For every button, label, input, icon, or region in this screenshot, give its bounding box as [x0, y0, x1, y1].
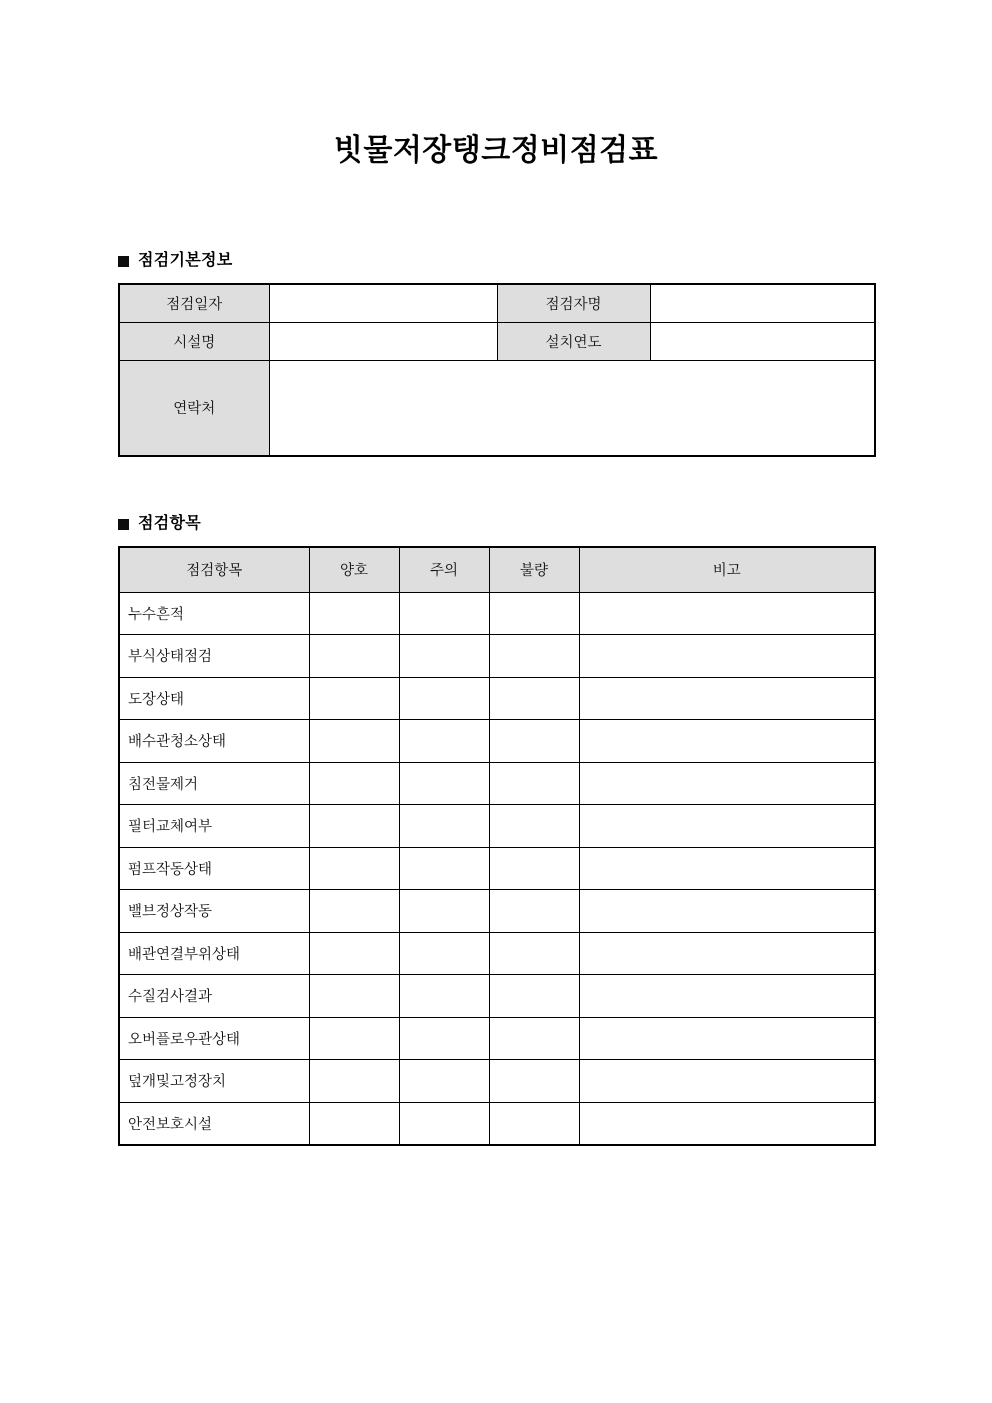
cell-bad[interactable]	[489, 1060, 579, 1103]
item-label: 오버플로우관상태	[119, 1017, 309, 1060]
column-header-caution: 주의	[399, 547, 489, 592]
cell-good[interactable]	[309, 847, 399, 890]
cell-good[interactable]	[309, 1017, 399, 1060]
cell-note[interactable]	[579, 720, 875, 763]
cell-good[interactable]	[309, 1102, 399, 1145]
table-row	[119, 1017, 875, 1060]
cell-bad[interactable]	[489, 677, 579, 720]
table-row	[119, 1060, 875, 1103]
inspection-items-table-body	[119, 592, 875, 1145]
item-label: 도장상태	[119, 677, 309, 720]
item-label: 안전보호시설	[119, 1102, 309, 1145]
basic-info-table-wrapper	[0, 283, 992, 457]
cell-caution[interactable]	[399, 720, 489, 763]
cell-bad[interactable]	[489, 975, 579, 1018]
cell-note[interactable]	[579, 805, 875, 848]
field-contact[interactable]	[269, 360, 875, 456]
item-label: 덮개및고정장치	[119, 1060, 309, 1103]
inspection-items-table	[118, 546, 876, 1146]
filled-square-bullet-icon	[118, 256, 129, 267]
cell-caution[interactable]	[399, 677, 489, 720]
cell-caution[interactable]	[399, 847, 489, 890]
cell-note[interactable]	[579, 592, 875, 635]
label-inspection-date: 점검일자	[119, 284, 269, 322]
cell-good[interactable]	[309, 1060, 399, 1103]
cell-caution[interactable]	[399, 1060, 489, 1103]
table-row	[119, 847, 875, 890]
cell-bad[interactable]	[489, 847, 579, 890]
cell-bad[interactable]	[489, 1102, 579, 1145]
item-label: 배수관청소상태	[119, 720, 309, 763]
cell-note[interactable]	[579, 1060, 875, 1103]
cell-good[interactable]	[309, 677, 399, 720]
basic-info-table-body	[119, 284, 875, 456]
table-row	[119, 1102, 875, 1145]
item-label: 수질검사결과	[119, 975, 309, 1018]
cell-bad[interactable]	[489, 592, 579, 635]
cell-good[interactable]	[309, 932, 399, 975]
table-row	[119, 720, 875, 763]
table-row	[119, 284, 875, 322]
cell-caution[interactable]	[399, 1102, 489, 1145]
section-heading-label: 점검기본정보	[138, 252, 233, 269]
cell-caution[interactable]	[399, 762, 489, 805]
cell-note[interactable]	[579, 975, 875, 1018]
field-inspection-date[interactable]	[269, 284, 497, 322]
item-label: 누수흔적	[119, 592, 309, 635]
cell-bad[interactable]	[489, 890, 579, 933]
table-row	[119, 975, 875, 1018]
cell-caution[interactable]	[399, 932, 489, 975]
cell-note[interactable]	[579, 932, 875, 975]
page-title: 빗물저장탱크정비점검표	[333, 134, 659, 167]
cell-bad[interactable]	[489, 1017, 579, 1060]
cell-bad[interactable]	[489, 720, 579, 763]
cell-note[interactable]	[579, 847, 875, 890]
item-label: 필터교체여부	[119, 805, 309, 848]
filled-square-bullet-icon	[118, 519, 129, 530]
cell-good[interactable]	[309, 762, 399, 805]
field-inspector-name[interactable]	[650, 284, 875, 322]
cell-good[interactable]	[309, 635, 399, 678]
table-row	[119, 592, 875, 635]
table-row	[119, 322, 875, 360]
column-header-bad: 불량	[489, 547, 579, 592]
cell-caution[interactable]	[399, 635, 489, 678]
section-heading-label: 점검항목	[138, 515, 202, 532]
cell-caution[interactable]	[399, 592, 489, 635]
cell-good[interactable]	[309, 592, 399, 635]
cell-bad[interactable]	[489, 635, 579, 678]
inspection-items-table-wrapper	[0, 546, 992, 1146]
section-heading-basic-info	[0, 253, 992, 269]
column-header-note: 비고	[579, 547, 875, 592]
label-inspector-name: 점검자명	[497, 284, 650, 322]
label-install-year: 설치연도	[497, 322, 650, 360]
cell-good[interactable]	[309, 720, 399, 763]
cell-note[interactable]	[579, 677, 875, 720]
cell-note[interactable]	[579, 635, 875, 678]
cell-caution[interactable]	[399, 805, 489, 848]
cell-note[interactable]	[579, 1102, 875, 1145]
item-label: 배관연결부위상태	[119, 932, 309, 975]
item-label: 부식상태점검	[119, 635, 309, 678]
table-row	[119, 932, 875, 975]
item-label: 밸브정상작동	[119, 890, 309, 933]
table-row	[119, 890, 875, 933]
cell-good[interactable]	[309, 890, 399, 933]
table-row	[119, 805, 875, 848]
cell-good[interactable]	[309, 975, 399, 1018]
field-facility-name[interactable]	[269, 322, 497, 360]
label-facility-name: 시설명	[119, 322, 269, 360]
cell-caution[interactable]	[399, 975, 489, 1018]
cell-note[interactable]	[579, 1017, 875, 1060]
item-label: 펌프작동상태	[119, 847, 309, 890]
column-header-item: 점검항목	[119, 547, 309, 592]
section-heading-inspection-items	[0, 516, 992, 532]
column-header-good: 양호	[309, 547, 399, 592]
table-row	[119, 635, 875, 678]
table-row	[119, 677, 875, 720]
inspection-items-table-head	[119, 547, 875, 592]
label-contact: 연락처	[119, 360, 269, 456]
cell-note[interactable]	[579, 762, 875, 805]
cell-caution[interactable]	[399, 890, 489, 933]
cell-bad[interactable]	[489, 762, 579, 805]
cell-bad[interactable]	[489, 932, 579, 975]
table-row	[119, 762, 875, 805]
item-label: 침전물제거	[119, 762, 309, 805]
table-header-row	[119, 547, 875, 592]
cell-bad[interactable]	[489, 805, 579, 848]
cell-good[interactable]	[309, 805, 399, 848]
field-install-year[interactable]	[650, 322, 875, 360]
cell-note[interactable]	[579, 890, 875, 933]
basic-info-table	[118, 283, 876, 457]
cell-caution[interactable]	[399, 1017, 489, 1060]
table-row	[119, 360, 875, 456]
